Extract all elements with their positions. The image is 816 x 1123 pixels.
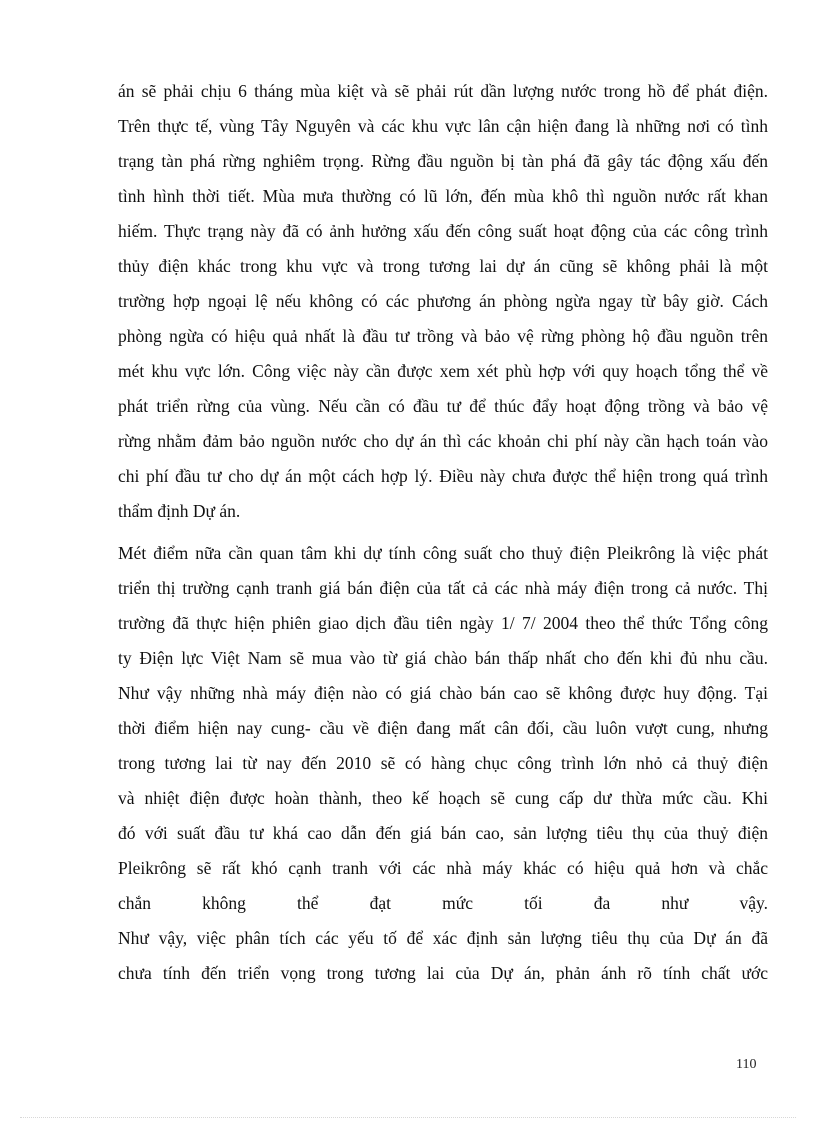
body-text-line: rừng nhằm đảm bảo nguồn nước cho dự án thì các khoản chi phí này cần hạch toán vào: [118, 431, 768, 451]
body-text-line: Trên thực tế, vùng Tây Nguyên và các khu vực lân cận hiện đang là những nơi có tình: [118, 116, 768, 136]
body-text-line: Mét điểm nữa cần quan tâm khi dự tính công suất cho thuỷ điện Pleikrông là việc phát: [118, 543, 768, 563]
body-text-line: phòng ngừa có hiệu quả nhất là đầu tư trồng và bảo vệ rừng phòng hộ đầu nguồn trên: [118, 326, 768, 346]
body-text-line: trường đã thực hiện phiên giao dịch đầu tiên ngày 1/ 7/ 2004 theo thể thức Tổng công: [118, 613, 768, 633]
body-text-line: thủy điện khác trong khu vực và trong tương lai dự án cũng sẽ không phải là một: [118, 256, 768, 276]
body-text-line: Pleikrông sẽ rất khó cạnh tranh với các nhà máy khác có hiệu quả hơn và chắc: [118, 858, 768, 878]
body-text-line: Như vậy những nhà máy điện nào có giá chào bán cao sẽ không được huy động. Tại: [118, 683, 768, 703]
body-text-line: chưa tính đến triển vọng trong tương lai của Dự án, phản ánh rõ tính chất ước: [118, 963, 768, 983]
body-text-line: Như vậy, việc phân tích các yếu tố để xác định sản lượng tiêu thụ của Dự án đã: [118, 928, 768, 948]
body-text-line: thẩm định Dự án.: [118, 501, 241, 521]
body-text-line: chắn không thể đạt mức tối đa như vậy.: [118, 893, 768, 913]
body-text-line: tình hình thời tiết. Mùa mưa thường có lũ lớn, đến mùa khô thì nguồn nước rất khan: [118, 186, 768, 206]
body-text-line: trong tương lai từ nay đến 2010 sẽ có hàng chục công trình lớn nhỏ cả thuỷ điện: [118, 753, 768, 773]
body-text-line: ty Điện lực Việt Nam sẽ mua vào từ giá chào bán thấp nhất cho đến khi đủ nhu cầu.: [118, 648, 768, 668]
body-text-line: hiếm. Thực trạng này đã có ảnh hưởng xấu đến công suất hoạt động của các công trình: [118, 221, 768, 241]
body-text-line: mét khu vực lớn. Công việc này cần được xem xét phù hợp với quy hoạch tổng thể về: [118, 361, 768, 381]
page-number: 110: [736, 1057, 757, 1072]
body-text-line: phát triển rừng của vùng. Nếu cần có đầu tư để thúc đẩy hoạt động trồng và bảo vệ: [118, 396, 768, 416]
body-text-line: và nhiệt điện được hoàn thành, theo kế hoạch sẽ cung cấp dư thừa mức cầu. Khi: [118, 788, 768, 808]
page-bottom-divider: [20, 1117, 796, 1118]
body-text-line: án sẽ phải chịu 6 tháng mùa kiệt và sẽ phải rút dần lượng nước trong hồ để phát điện.: [118, 81, 768, 101]
body-text-line: trạng tàn phá rừng nghiêm trọng. Rừng đầu nguồn bị tàn phá đã gây tác động xấu đến: [118, 151, 768, 171]
body-text-line: triển thị trường cạnh tranh giá bán điện của tất cả các nhà máy điện trong cả nước. Thị: [118, 578, 768, 598]
body-text-line: trường hợp ngoại lệ nếu không có các phương án phòng ngừa ngay từ bây giờ. Cách: [118, 291, 768, 311]
body-text-line: thời điểm hiện nay cung- cầu về điện đang mất cân đối, cầu luôn vượt cung, nhưng: [118, 718, 768, 738]
body-text-line: đó với suất đầu tư khá cao dẫn đến giá bán cao, sản lượng tiêu thụ của thuỷ điện: [118, 823, 768, 843]
body-text-line: chi phí đầu tư cho dự án một cách hợp lý. Điều này chưa được thể hiện trong quá trình: [118, 466, 768, 486]
